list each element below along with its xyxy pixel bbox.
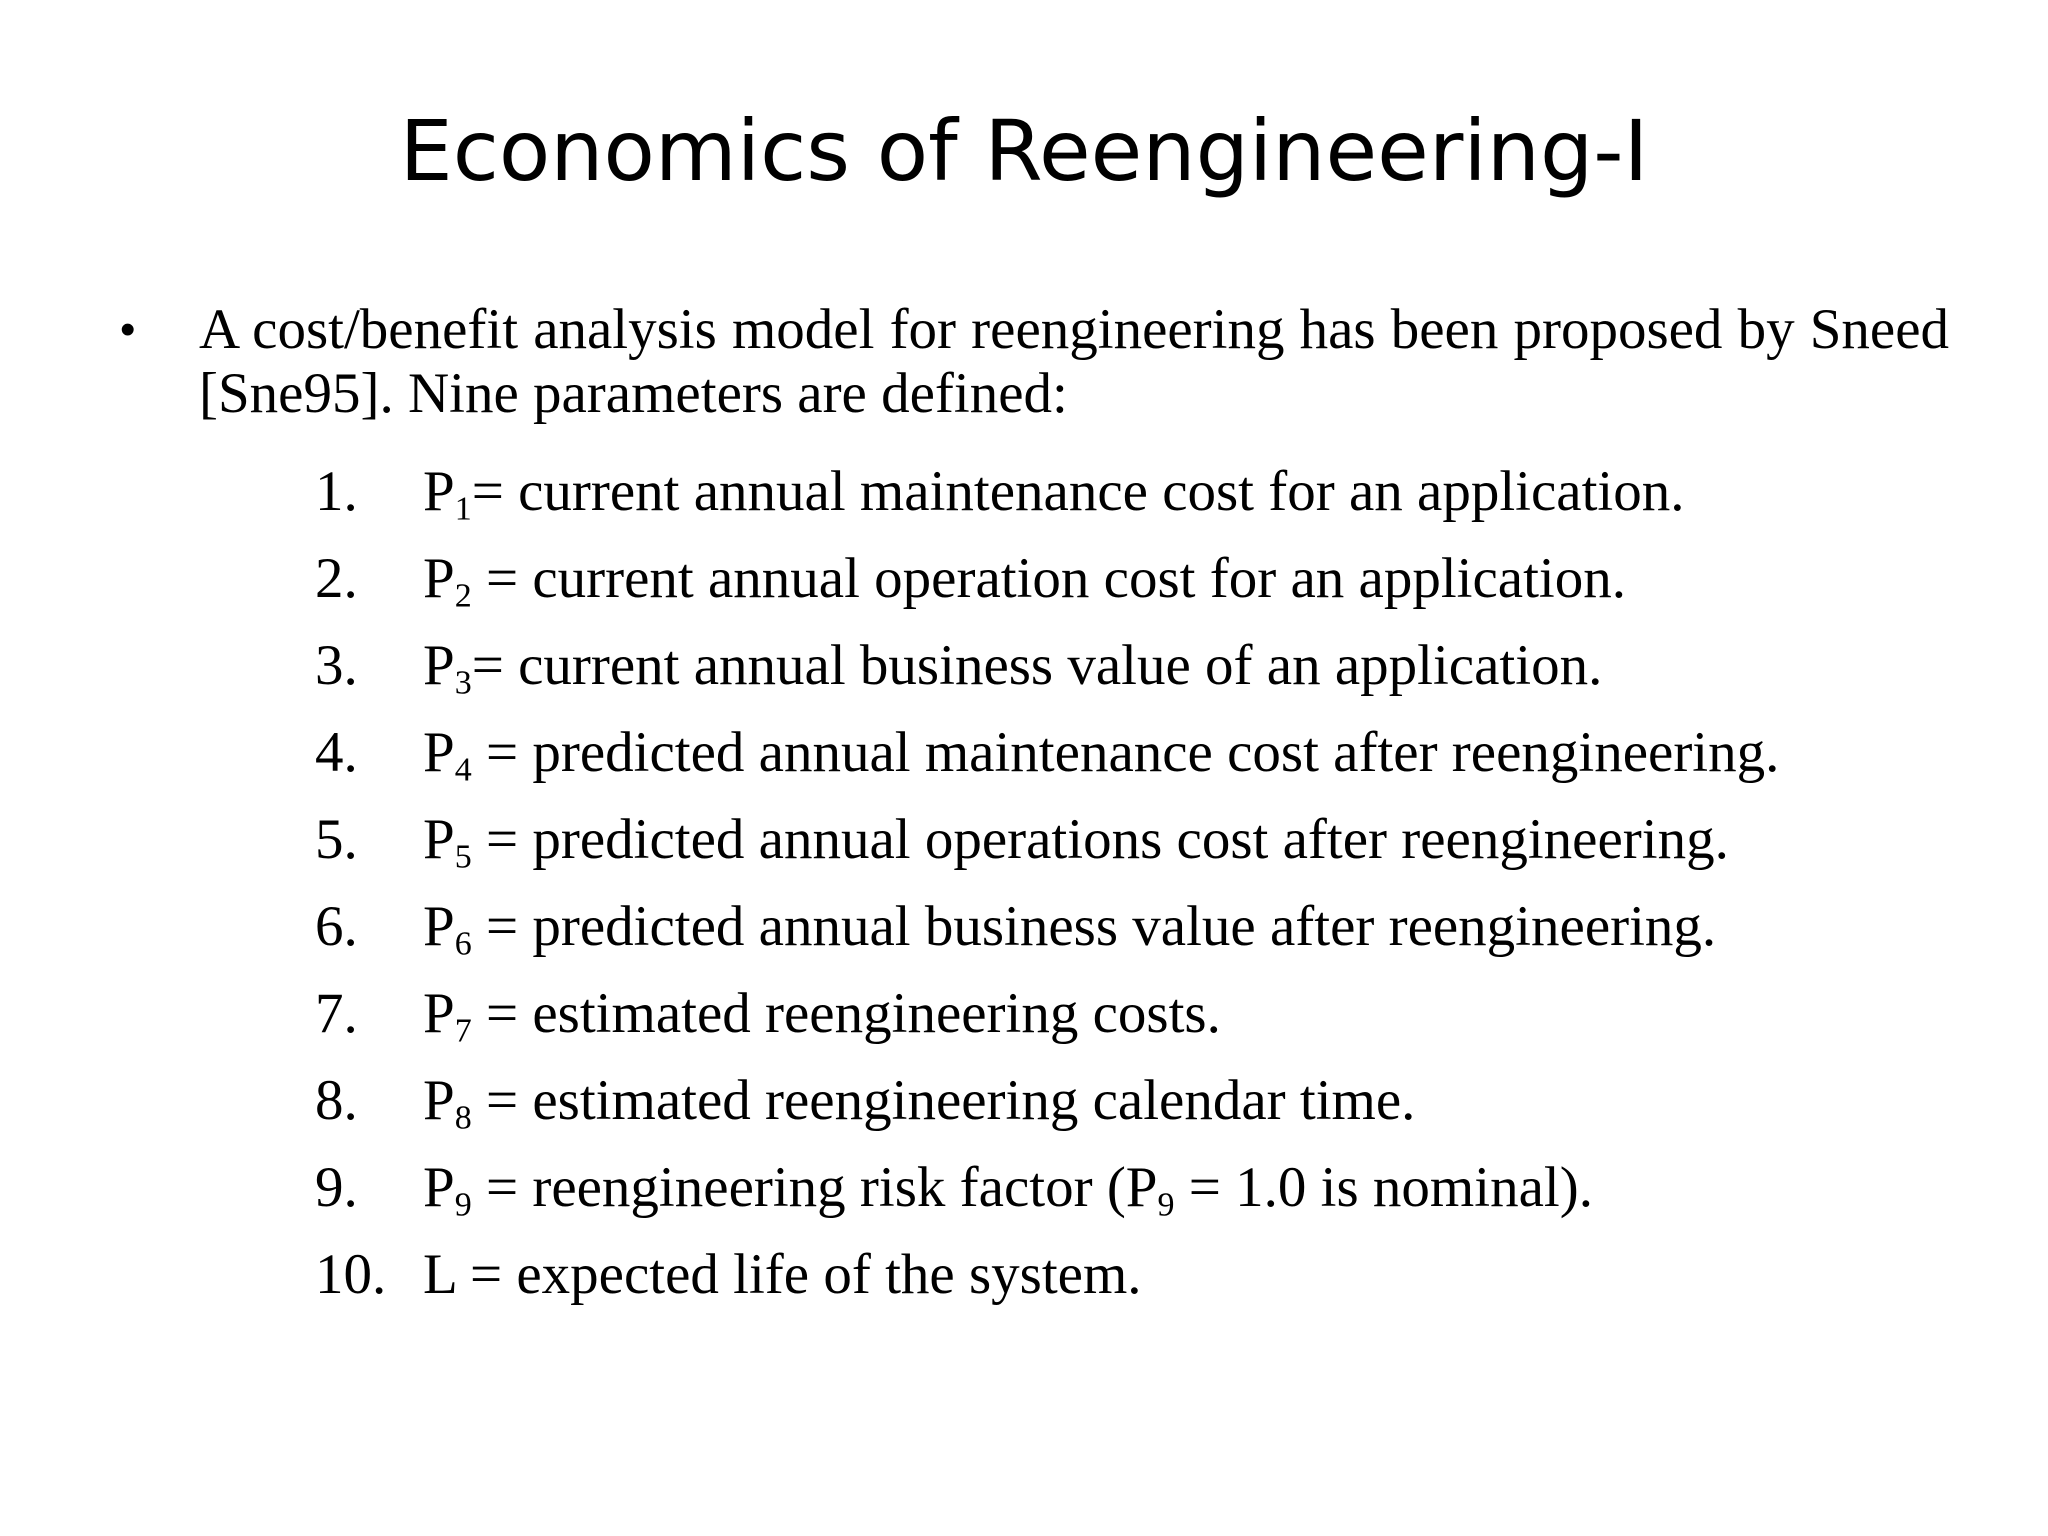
param-symbol: P [423,460,455,523]
param-symbol: P [423,547,455,610]
param-subscript: 4 [454,751,472,789]
param-inline-subscript: 9 [1157,1186,1175,1224]
parameter-item [315,1243,1995,1313]
param-symbol: P [423,982,455,1045]
param-subscript: 8 [454,1099,472,1137]
item-number: 2. [315,547,358,610]
item-body [423,1069,1416,1137]
param-subscript: 1 [454,490,472,528]
item-body [423,547,1627,615]
parameter-item [315,1069,1995,1156]
item-body [423,460,1685,528]
param-definition: = predicted annual business value after reengineering. [485,895,1717,958]
param-definition-end: = 1.0 is nominal). [1174,1156,1593,1219]
param-subscript: 5 [454,838,472,876]
item-body [423,808,1729,876]
param-definition: = estimated reengineering calendar time. [485,1069,1416,1132]
parameter-item [315,982,1995,1069]
parameter-list [315,460,1995,1313]
item-body [423,721,1780,789]
item-number: 4. [315,721,358,784]
param-symbol: P [423,634,455,697]
param-definition: = predicted annual operations cost after reengineering. [485,808,1729,871]
parameter-item [315,1156,1995,1243]
item-number: 10. [315,1243,387,1306]
bullet-text: A cost/benefit analysis model for reengineering has been proposed by Sneed [Sne95]. Nine parameters are defined: [199,298,1949,425]
param-definition: = expected life of the system. [455,1243,1142,1306]
item-body [423,634,1603,702]
parameter-item [315,895,1995,982]
item-number: 9. [315,1156,358,1219]
param-definition: = current annual operation cost for an application. [485,547,1627,610]
item-number: 6. [315,895,358,958]
param-symbol: P [423,895,455,958]
param-subscript: 2 [454,577,472,615]
item-number: 3. [315,634,358,697]
param-definition: = predicted annual maintenance cost after reengineering. [485,721,1780,784]
bullet-marker: • [120,305,136,354]
item-body [423,1156,1593,1224]
param-symbol: L [423,1243,456,1306]
param-subscript: 7 [454,1012,472,1050]
item-number: 5. [315,808,358,871]
item-body [423,895,1717,963]
param-symbol: P [423,721,455,784]
param-subscript: 6 [454,925,472,963]
param-subscript: 9 [454,1186,472,1224]
parameter-item [315,721,1995,808]
slide-title: Economics of Reengineering-I [399,102,1649,200]
param-definition-start: = reengineering risk factor (P [485,1156,1158,1219]
item-body [423,982,1221,1050]
param-definition: = current annual business value of an application. [471,634,1603,697]
param-subscript: 3 [454,664,472,702]
parameter-item [315,634,1995,721]
parameter-item [315,808,1995,895]
item-number: 7. [315,982,358,1045]
param-definition: = estimated reengineering costs. [485,982,1221,1045]
param-definition: = current annual maintenance cost for an application. [471,460,1685,523]
param-symbol: P [423,808,455,871]
parameter-item [315,460,1995,547]
item-number: 8. [315,1069,358,1132]
parameter-item [315,547,1995,634]
param-symbol: P [423,1069,455,1132]
item-body [423,1243,1142,1307]
param-symbol: P [423,1156,455,1219]
item-number: 1. [315,460,358,523]
